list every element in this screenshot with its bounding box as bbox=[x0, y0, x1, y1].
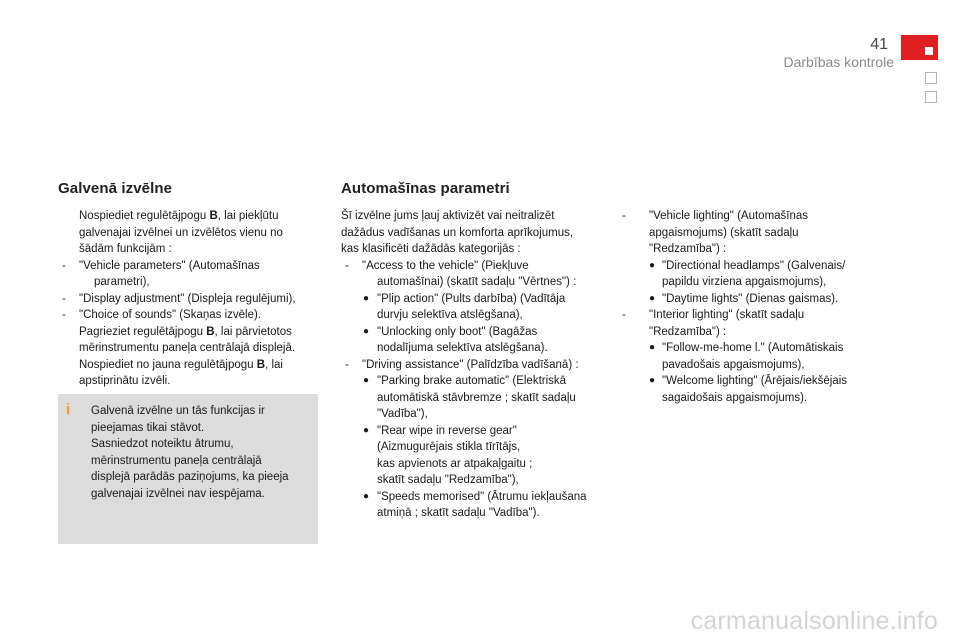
dash-marker: - bbox=[622, 210, 626, 222]
text-line: mērinstrumentu paneļa centrālajā displejā. bbox=[79, 342, 296, 354]
text-line: "Vehicle lighting" (Automašīnas bbox=[649, 210, 809, 222]
list-item-continuation bbox=[341, 406, 587, 423]
list-item-continuation bbox=[622, 225, 847, 242]
list-item bbox=[58, 324, 296, 341]
left-heading: Galvenā izvēlne bbox=[58, 180, 173, 197]
bullet-icon: ● bbox=[363, 375, 370, 386]
list-item-continuation bbox=[341, 505, 587, 522]
text-line: mērinstrumentu paneļa centrālajā bbox=[91, 454, 262, 467]
bullet-icon: ● bbox=[649, 342, 656, 353]
text-line: kas klasificēti dažādās kategorijās : bbox=[341, 243, 521, 255]
bullet-icon: ● bbox=[649, 259, 656, 271]
text-line: galvenajai izvēlnei nav iespējama. bbox=[91, 487, 265, 500]
dash-marker: - bbox=[345, 259, 349, 272]
list-item-continuation bbox=[622, 390, 847, 407]
list-item bbox=[622, 258, 847, 275]
text-line: dažādus vadīšanas un komforta aprīkojumus, bbox=[341, 226, 574, 239]
list-item bbox=[58, 307, 296, 324]
text-line: "Parking brake automatic" (Elektriskā bbox=[377, 375, 567, 387]
text-line: nodalījuma selektīva atslēgšana). bbox=[377, 342, 548, 354]
text-line: Nospiediet no jauna regulētājpogu B, lai bbox=[79, 358, 283, 371]
dash-marker: - bbox=[345, 358, 349, 371]
text-line: atmiņā ; skatīt sadaļu "Vadība"). bbox=[377, 507, 540, 519]
text-line: durvju selektīva atslēgšana), bbox=[377, 309, 523, 321]
bullet-icon: ● bbox=[363, 490, 370, 502]
list-item bbox=[622, 340, 847, 357]
list-item-continuation bbox=[341, 340, 587, 357]
info-note-box bbox=[58, 394, 318, 544]
dash-marker: - bbox=[62, 292, 66, 305]
text-line: "Interior lighting" (skatīt sadaļu bbox=[649, 309, 805, 321]
list-item bbox=[341, 357, 587, 374]
text-line: displejā parādās paziņojums, ka pieeja bbox=[91, 471, 289, 483]
list-item-continuation bbox=[341, 439, 587, 456]
text-line: apstiprinātu izvēli. bbox=[79, 375, 171, 387]
text-line: Sasniedzot noteiktu ātrumu, bbox=[91, 438, 234, 450]
right-column bbox=[622, 208, 847, 406]
bullet-icon: ● bbox=[363, 424, 370, 436]
text-line: Nospiediet regulētājpogu B, lai piekļūtu bbox=[79, 210, 279, 222]
text-line: "Rear wipe in reverse gear" bbox=[377, 424, 517, 437]
chapter-tab-red bbox=[901, 35, 938, 60]
text-line: sagaidošais apgaismojums). bbox=[662, 391, 808, 404]
list-item-continuation bbox=[58, 373, 296, 390]
bullet-icon: ● bbox=[649, 375, 656, 386]
list-item-continuation bbox=[58, 340, 296, 357]
text-line: skatīt sadaļu "Redzamība"), bbox=[377, 474, 519, 486]
text-line: pieejamas tikai stāvot. bbox=[91, 421, 205, 434]
info-note-text bbox=[91, 403, 289, 502]
left-column bbox=[58, 208, 296, 390]
text-line: "Unlocking only boot" (Bagāžas bbox=[377, 325, 538, 338]
dash-marker: - bbox=[62, 259, 66, 272]
list-item bbox=[622, 291, 847, 308]
text-line: pavadošais apgaismojums), bbox=[662, 358, 805, 371]
list-item bbox=[58, 258, 296, 275]
list-item bbox=[341, 291, 587, 308]
dash-marker: - bbox=[622, 309, 626, 321]
list-item bbox=[341, 324, 587, 341]
text-line: "Redzamība") : bbox=[649, 325, 727, 338]
chapter-tab-square bbox=[925, 47, 933, 55]
list-item-continuation bbox=[622, 241, 847, 258]
text-line: šādām funkcijām : bbox=[79, 243, 172, 255]
text-line: parametri), bbox=[94, 276, 150, 288]
text-line: Galvenā izvēlne un tās funkcijas ir bbox=[91, 405, 265, 417]
text-line: apgaismojums) (skatīt sadaļu bbox=[649, 226, 799, 239]
text-line: galvenajai izvēlnei un izvēlētos vienu no bbox=[79, 226, 283, 239]
list-item-continuation bbox=[341, 456, 587, 473]
text-line: "Plip action" (Pults darbība) (Vadītāja bbox=[377, 292, 566, 305]
chapter-tab-empty-1 bbox=[925, 72, 937, 84]
text-line: "Driving assistance" (Palīdzība vadīšanā) : bbox=[362, 358, 579, 371]
text-line: "Redzamība") : bbox=[649, 243, 727, 255]
text-line: "Daytime lights" (Dienas gaismas). bbox=[662, 292, 839, 305]
bullet-icon: ● bbox=[649, 292, 656, 304]
list-item-continuation bbox=[622, 324, 847, 341]
list-item bbox=[622, 208, 847, 225]
dash-marker: - bbox=[62, 309, 66, 321]
list-item bbox=[341, 373, 587, 390]
text-line: kas apvienots ar atpakaļgaitu ; bbox=[377, 457, 533, 470]
list-item bbox=[622, 307, 847, 324]
watermark: carmanualsonline.info bbox=[690, 607, 938, 635]
bullet-icon: ● bbox=[363, 292, 370, 304]
list-item bbox=[622, 373, 847, 390]
list-item-continuation bbox=[622, 274, 847, 291]
chapter-tab-empty-2 bbox=[925, 91, 937, 103]
info-icon: i bbox=[66, 401, 71, 418]
list-item-continuation bbox=[58, 225, 296, 242]
middle-column bbox=[341, 208, 587, 522]
list-item bbox=[58, 291, 296, 308]
text-line: "Choice of sounds" (Skaņas izvēle). bbox=[79, 309, 262, 321]
text-line: "Speeds memorised" (Ātrumu iekļaušana bbox=[377, 490, 587, 503]
text-line: "Access to the vehicle" (Piekļuve bbox=[362, 259, 529, 272]
list-item-continuation bbox=[622, 357, 847, 374]
text-line: "Follow-me-home l." (Automātiskais bbox=[662, 342, 844, 354]
list-item-continuation bbox=[341, 472, 587, 489]
text-line: "Vadība"), bbox=[377, 408, 428, 420]
list-item-continuation bbox=[58, 241, 296, 258]
middle-heading: Automašīnas parametri bbox=[341, 180, 510, 197]
section-title: Darbības kontrole bbox=[783, 54, 894, 70]
bullet-icon: ● bbox=[363, 325, 370, 337]
list-item bbox=[341, 258, 587, 275]
list-item bbox=[341, 489, 587, 506]
text-line: automātiskā stāvbremze ; skatīt sadaļu bbox=[377, 391, 576, 404]
text-line: "Vehicle parameters" (Automašīnas bbox=[79, 259, 260, 272]
list-item bbox=[58, 357, 296, 374]
text-line: Pagrieziet regulētājpogu B, lai pārvietotos bbox=[79, 325, 292, 338]
text-line: (Aizmugurējais stikla tīrītājs, bbox=[377, 441, 521, 453]
text-line: "Directional headlamps" (Galvenais/ bbox=[662, 259, 846, 272]
text-line: papildu virziena apgaismojums), bbox=[662, 276, 827, 288]
list-item-continuation bbox=[341, 390, 587, 407]
list-item bbox=[341, 423, 587, 440]
text-line: Šī izvēlne jums ļauj aktivizēt vai neitralizēt bbox=[341, 210, 555, 222]
text-line: automašīnai) (skatīt sadaļu "Vērtnes") : bbox=[377, 276, 577, 288]
page-number: 41 bbox=[870, 36, 888, 53]
list-item-continuation bbox=[341, 274, 587, 291]
text-line: "Display adjustment" (Displeja regulējumi), bbox=[79, 292, 296, 305]
list-item-continuation bbox=[341, 307, 587, 324]
list-item-continuation bbox=[58, 274, 296, 291]
list-item bbox=[58, 208, 296, 225]
text-line: "Welcome lighting" (Ārējais/iekšējais bbox=[662, 375, 847, 387]
